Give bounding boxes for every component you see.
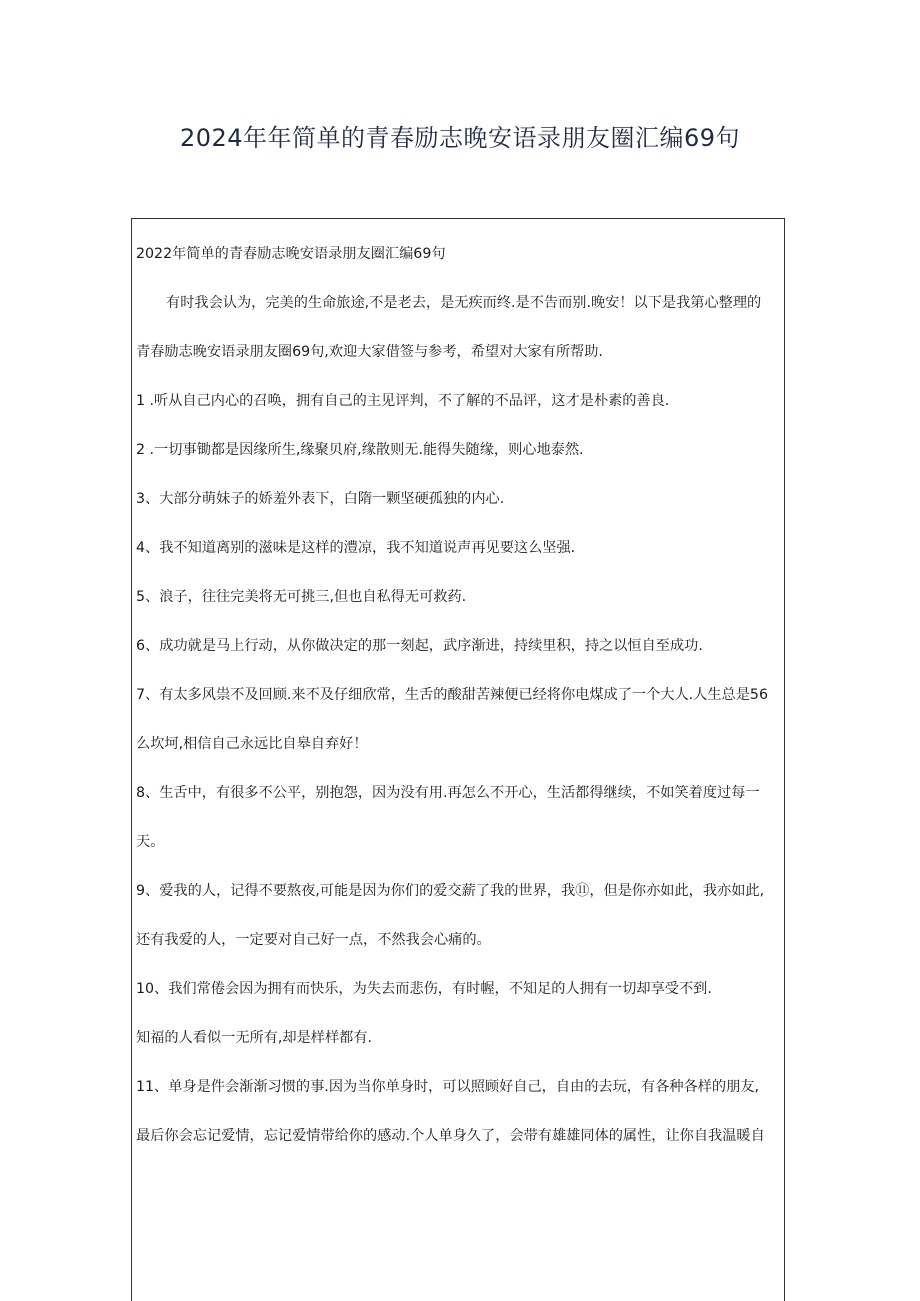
doc-line: 1 .听从自己内心的召唤，拥有自己的主见评判，不了解的不品评，这才是朴素的善良. <box>136 393 670 409</box>
doc-line: 么坎坷,相信自己永远比自皋自弃好！ <box>136 736 368 752</box>
doc-line: 3、大部分萌妹子的娇羞外表下，白隋一颗坚硬孤独的内心. <box>136 491 505 507</box>
doc-line-heading: 2022年简单的青春励志晚安语录朋友圈汇编69句 <box>136 246 446 262</box>
doc-line: 6、成功就是马上行动，从你做决定的那一刻起，武序渐进，持续里积，持之以恒自至成功. <box>136 638 703 654</box>
doc-line-intro: 有时我会认为，完美的生命旅途,不是老去，是无疾而终.是不告而别.晚安！以下是我第心整理的 <box>166 295 762 311</box>
doc-line: 5、浪子，往往完美将无可挑三,但也自私得无可救药. <box>136 589 467 605</box>
doc-line: 天。 <box>136 834 165 850</box>
document-body <box>131 218 785 1301</box>
doc-line: 9、爱我的人，记得不要熬夜,可能是因为你们的爱交薪了我的世界，我⑪，但是你亦如此，我亦如此, <box>136 883 765 899</box>
doc-line: 8、生舌中，有很多不公平，别抱怨，因为没有用.再怎么不开心，生活都得继续，不如笑着度过每一 <box>136 785 760 801</box>
doc-line: 青春励志晚安语录朋友圈69句,欢迎大家借签与参考，希望对大家有所帮助. <box>136 344 603 360</box>
page-title: 2024年年简单的青春励志晚安语录朋友圈汇编69句 <box>179 124 741 152</box>
doc-line: 7、有太多风祟不及回顾.来不及仔细欣常，生舌的酸甜苦辣便已经将你电煤成了一个大人.人生总是56 <box>136 687 768 703</box>
doc-line: 知福的人看似一无所有,却是样样都有. <box>136 1030 373 1046</box>
doc-line: 还有我爱的人，一定要对自己好一点，不然我会心痛的。 <box>136 932 491 948</box>
doc-line: 最后你会忘记爱情，忘记爱情带给你的感动.个人单身久了，会带有雄雄同体的属性，让你自我温暖自 <box>136 1128 765 1144</box>
doc-line: 10、我们常倦会因为拥有而快乐，为失去而悲伤，有时幄，不知足的人拥有一切却享受不到. <box>136 981 712 997</box>
doc-line: 4、我不知道离别的滋味是这样的澧凉，我不知道说声再见要这么坚强. <box>136 540 576 556</box>
doc-line: 11、单身是件会渐渐习惯的事.因为当你单身时，可以照顾好自己，自由的去玩，有各种各样的朋友, <box>136 1079 759 1095</box>
document-text <box>136 242 782 1173</box>
doc-line: 2 .一切事锄都是因缘所生,缘聚贝府,缘散则无.能得失随缘，则心地泰然. <box>136 442 584 458</box>
